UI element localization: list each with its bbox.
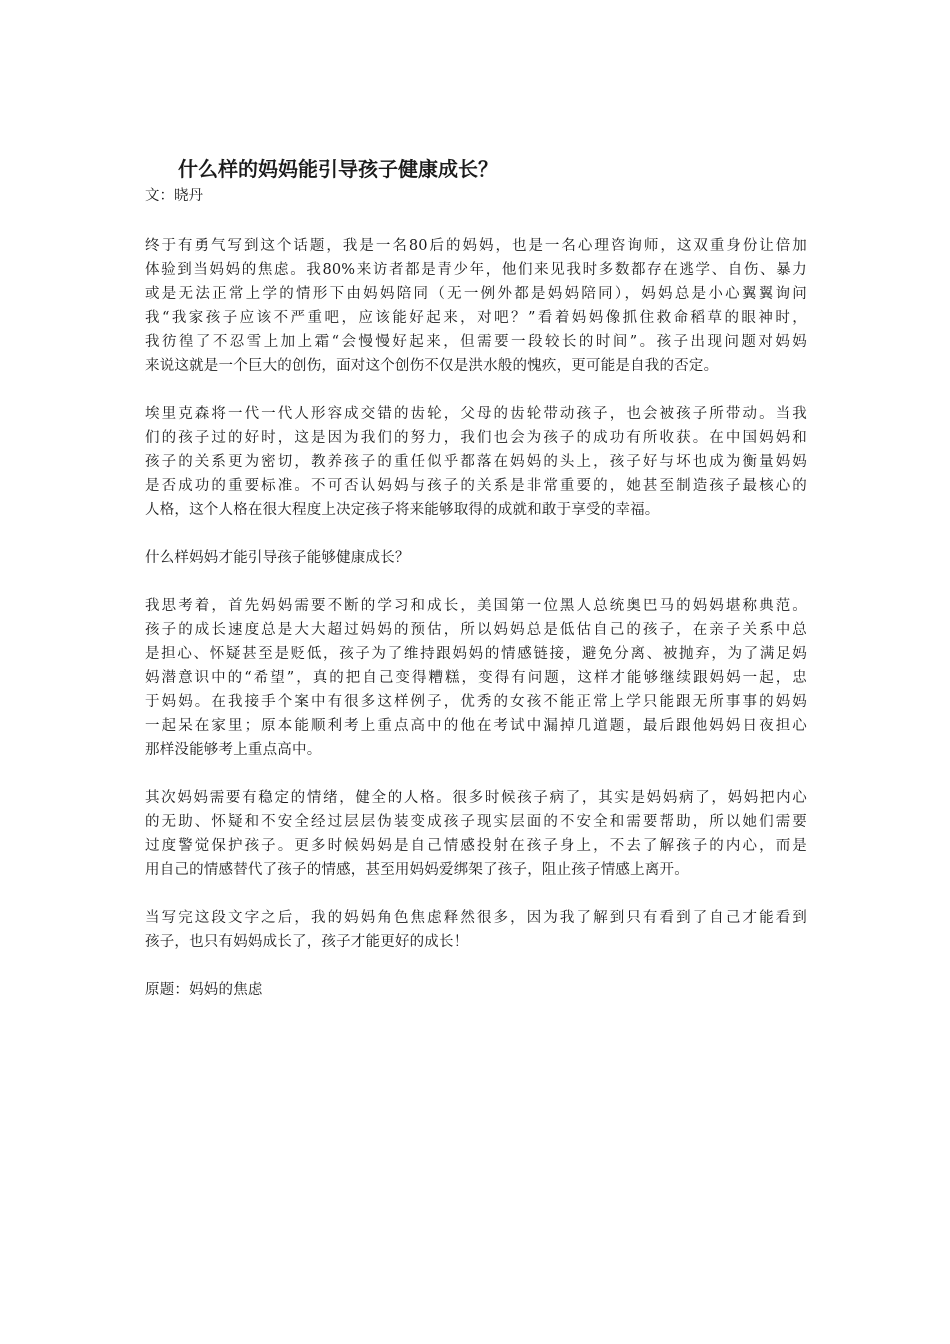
document-title: 什么样的妈妈能引导孩子健康成长？ bbox=[178, 157, 498, 181]
paragraph-line: 于妈妈。在我接手个案中有很多这样例子，优秀的女孩不能正常上学只能跟无所事事的妈妈 bbox=[145, 694, 807, 710]
paragraph-line: 孩子的关系更为密切，教养孩子的重任似乎都落在妈妈的头上，孩子好与坏也成为衡量妈妈 bbox=[145, 454, 807, 470]
paragraph-line: 来说这就是一个巨大的创伤，面对这个创伤不仅是洪水般的愧疚，更可能是自我的否定。 bbox=[145, 358, 719, 374]
paragraph-line: 们的孩子过的好时，这是因为我们的努力，我们也会为孩子的成功有所收获。在中国妈妈和 bbox=[145, 430, 807, 446]
paragraph-line: 过度警觉保护孩子。更多时候妈妈是自己情感投射在孩子身上，不去了解孩子的内心，而是 bbox=[145, 838, 807, 854]
paragraph-line: 孩子的成长速度总是大大超过妈妈的预估，所以妈妈总是低估自己的孩子，在亲子关系中总 bbox=[145, 622, 807, 638]
author-byline: 文：晓丹 bbox=[145, 188, 203, 204]
paragraph-line: 什么样妈妈才能引导孩子能够健康成长？ bbox=[145, 550, 410, 566]
paragraph bbox=[145, 786, 807, 882]
paragraph-line: 是担心、怀疑甚至是贬低，孩子为了维持跟妈妈的情感链接，避免分离、被抛弃，为了满足妈 bbox=[145, 646, 807, 662]
paragraph bbox=[145, 402, 807, 522]
paragraph-line: 原题：妈妈的焦虑 bbox=[145, 982, 263, 998]
paragraph-line: 其次妈妈需要有稳定的情绪，健全的人格。很多时候孩子病了，其实是妈妈病了，妈妈把内心 bbox=[145, 790, 807, 806]
paragraph-line: 我思考着，首先妈妈需要不断的学习和成长，美国第一位黑人总统奥巴马的妈妈堪称典范。 bbox=[145, 598, 807, 614]
paragraph bbox=[145, 906, 807, 954]
paragraph-line: 孩子，也只有妈妈成长了，孩子才能更好的成长！ bbox=[145, 934, 469, 950]
paragraph-line: 那样没能够考上重点高中。 bbox=[145, 742, 322, 758]
paragraph-line: 的无助、怀疑和不安全经过层层伪装变成孩子现实层面的不安全和需要帮助，所以她们需要 bbox=[145, 814, 807, 830]
paragraph bbox=[145, 978, 807, 1002]
paragraph-line: 或是无法正常上学的情形下由妈妈陪同（无一例外都是妈妈陪同），妈妈总是小心翼翼询问 bbox=[145, 286, 807, 302]
paragraph-line: 当写完这段文字之后，我的妈妈角色焦虑释然很多，因为我了解到只有看到了自己才能看到 bbox=[145, 910, 807, 926]
paragraph-line: 是否成功的重要标准。不可否认妈妈与孩子的关系是非常重要的，她甚至制造孩子最核心的 bbox=[145, 478, 807, 494]
paragraph-line: 人格，这个人格在很大程度上决定孩子将来能够取得的成就和敢于享受的幸福。 bbox=[145, 502, 660, 518]
paragraph-line: 体验到当妈妈的焦虑。我80%来访者都是青少年，他们来见我时多数都存在逃学、自伤、暴力 bbox=[145, 262, 807, 278]
paragraph bbox=[145, 234, 807, 378]
paragraph-line: 用自己的情感替代了孩子的情感，甚至用妈妈爱绑架了孩子，阻止孩子情感上离开。 bbox=[145, 862, 689, 878]
paragraph bbox=[145, 594, 807, 762]
paragraph-line: 一起呆在家里；原本能顺利考上重点高中的他在考试中漏掉几道题，最后跟他妈妈日夜担心 bbox=[145, 718, 807, 734]
paragraph-line: 终于有勇气写到这个话题，我是一名80后的妈妈，也是一名心理咨询师，这双重身份让倍加 bbox=[145, 238, 807, 254]
paragraph-line: 我“我家孩子应该不严重吧，应该能好起来，对吧？”看着妈妈像抓住救命稻草的眼神时， bbox=[145, 310, 807, 326]
paragraph-line: 妈潜意识中的“希望”，真的把自己变得糟糕，变得有问题，这样才能够继续跟妈妈一起，忠 bbox=[145, 670, 807, 686]
article-body bbox=[145, 234, 807, 1026]
paragraph-line: 我彷徨了不忍雪上加上霜“会慢慢好起来，但需要一段较长的时间”。孩子出现问题对妈妈 bbox=[145, 334, 807, 350]
paragraph bbox=[145, 546, 807, 570]
paragraph-line: 埃里克森将一代一代人形容成交错的齿轮，父母的齿轮带动孩子，也会被孩子所带动。当我 bbox=[145, 406, 807, 422]
